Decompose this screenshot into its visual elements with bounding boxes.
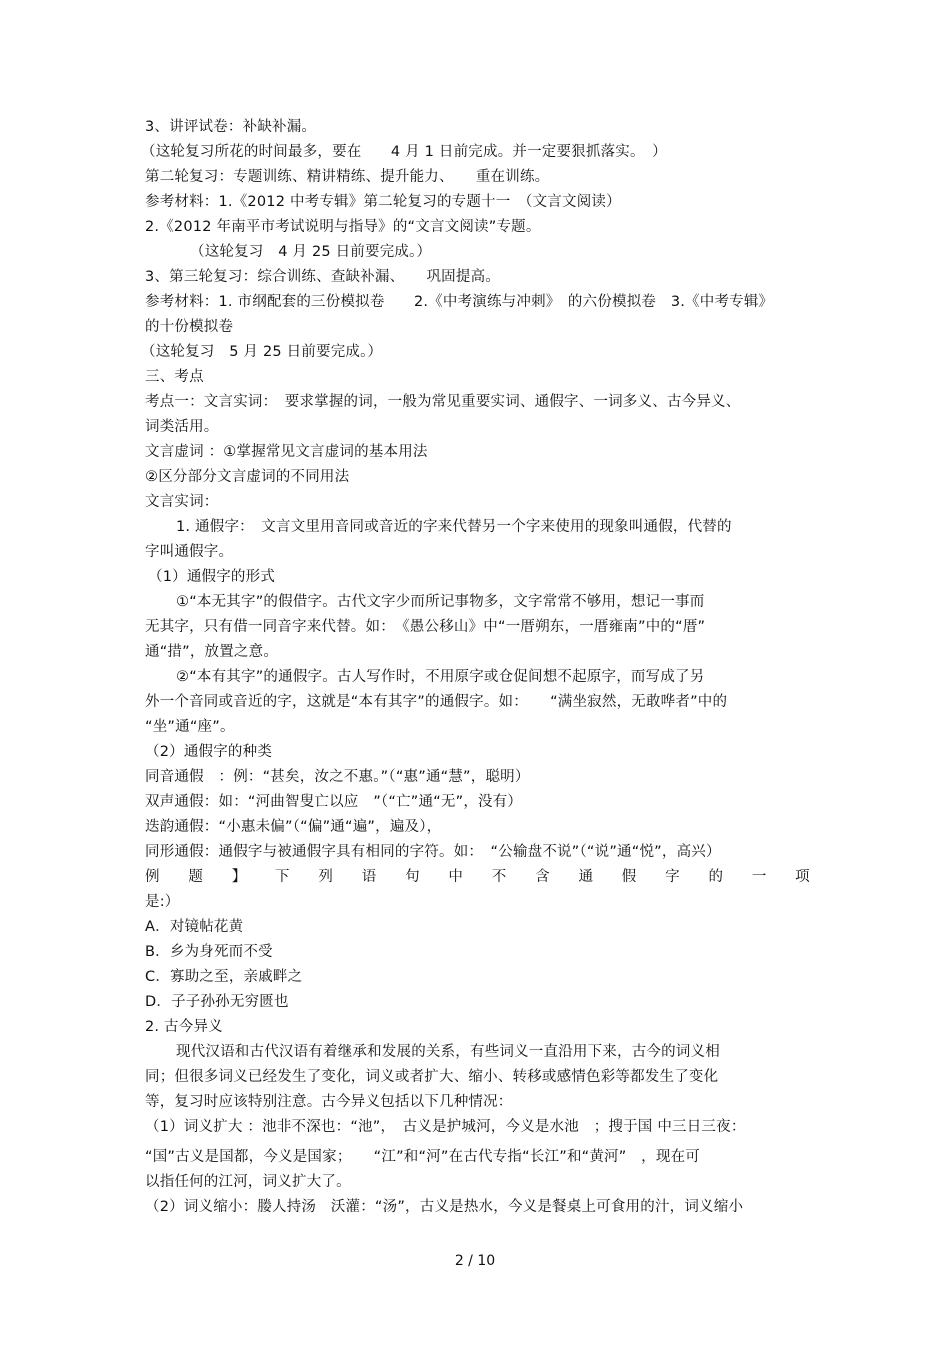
- page-number: 2 / 10: [454, 1253, 496, 1269]
- example-heading: 例 题 】 下 列 语 句 中 不 含 通 假 字 的 一 项: [145, 869, 810, 885]
- text-line: 是:）: [145, 894, 180, 910]
- text-line: ②“本有其字”的通假字。古人写作时，不用原字或仓促间想不起原字，而写成了另: [176, 669, 705, 685]
- answer-option-a: A．对镜帖花黄: [145, 919, 244, 935]
- text-line: ①“本无其字”的假借字。古代文字少而所记事物多，文字常常不够用，想记一事而: [176, 594, 705, 610]
- text-line: 通“措”，放置之意。: [145, 644, 279, 660]
- text-line: （这轮复习所花的时间最多，要在 4 月 1 日前完成。并一定要狠抓落实。 ）: [141, 144, 667, 160]
- section-heading: 三、考点: [145, 369, 204, 385]
- text-line: 以指任何的江河，词义扩大了。: [145, 1174, 351, 1190]
- text-line: 3、讲评试卷：补缺补漏。: [145, 119, 317, 135]
- text-line: 参考材料：1.《2012 中考专辑》第二轮复习的专题十一 （文言文阅读）: [145, 194, 621, 210]
- text-line: 参考材料：1. 市纲配套的三份模拟卷 2.《中考演练与冲刺》 的六份模拟卷 3.《中考专辑》: [145, 294, 774, 310]
- text-line: 同；但很多词义已经发生了变化，词义或者扩大、缩小、转移或感情色彩等都发生了变化: [145, 1069, 719, 1085]
- text-line: 同音通假 ：例：“甚矣，汝之不惠。”（“惠”通“慧”，聪明）: [145, 769, 530, 785]
- text-line: 2.《2012 年南平市考试说明与指导》的“文言文阅读”专题。: [145, 219, 541, 235]
- text-line: 文言虚词 ：①掌握常见文言虚词的基本用法: [145, 444, 428, 460]
- text-line: 3、第三轮复习：综合训练、查缺补漏、 巩固提高。: [145, 269, 500, 285]
- text-line: （2）词义缩小：媵人持汤 沃灌：“汤”，古义是热水，今义是餐桌上可食用的汁，词义缩小: [145, 1199, 744, 1215]
- text-line: ②区分部分文言虚词的不同用法: [145, 469, 350, 485]
- text-line: 词类活用。: [145, 419, 219, 435]
- text-line: “国”古义是国都，今义是国家； “江”和“河”在古代专指“长江”和“黄河” ，现在可: [145, 1149, 700, 1165]
- text-line: 1. 通假字： 文言文里用音同或音近的字来代替另一个字来使用的现象叫通假，代替的: [176, 519, 732, 535]
- answer-option-c: C．寡助之至，亲戚畔之: [145, 969, 303, 985]
- text-line: 无其字，只有借一同音字来代替。如： 《愚公移山》中“一厝朔东，一厝雍南”中的“厝”: [145, 619, 706, 635]
- text-line: 字叫通假字。: [145, 544, 234, 560]
- text-line: 文言实词：: [145, 494, 219, 510]
- text-line: 迭韵通假：“小惠未偏”（“偏”通“遍”，遍及），: [145, 819, 442, 835]
- text-line: 等，复习时应该特别注意。古今异义包括以下几种情况：: [145, 1094, 513, 1110]
- text-line: （2）通假字的种类: [145, 744, 273, 760]
- text-line: 考点一：文言实词： 要求掌握的词，一般为常见重要实词、通假字、一词多义、古今异义、: [145, 394, 741, 410]
- text-line: 现代汉语和古代汉语有着继承和发展的关系，有些词义一直沿用下来，古今的词义相: [176, 1044, 720, 1060]
- text-line: （1）词义扩大 ：池非不深也：“池”， 古义是护城河，今义是水池 ；搜于国 中三日三夜：: [145, 1119, 746, 1135]
- section-heading: 2. 古今异义: [145, 1019, 223, 1035]
- text-line: 的十份模拟卷: [145, 319, 234, 335]
- text-line: 第二轮复习：专题训练、精讲精练、提升能力、 重在训练。: [145, 169, 550, 185]
- text-line: 同形通假：通假字与被通假字具有相同的字符。如： “公输盘不说”（“说”通“悦”，高兴）: [145, 844, 721, 860]
- text-line: （这轮复习 5 月 25 日前要完成。）: [141, 344, 383, 360]
- text-line: “坐”通“座”。: [145, 719, 235, 735]
- text-line: 双声通假：如：“河曲智叟亡以应 ”（“亡”通“无”，没有）: [145, 794, 523, 810]
- text-line: （这轮复习 4 月 25 日前要完成。）: [190, 244, 432, 260]
- answer-option-d: D．子子孙孙无穷匮也: [145, 994, 289, 1010]
- answer-option-b: B．乡为身死而不受: [145, 944, 273, 960]
- text-line: （1）通假字的形式: [148, 569, 276, 585]
- text-line: 外一个音同或音近的字，这就是“本有其字”的通假字。如： “满坐寂然，无敢哗者”中的: [145, 694, 728, 710]
